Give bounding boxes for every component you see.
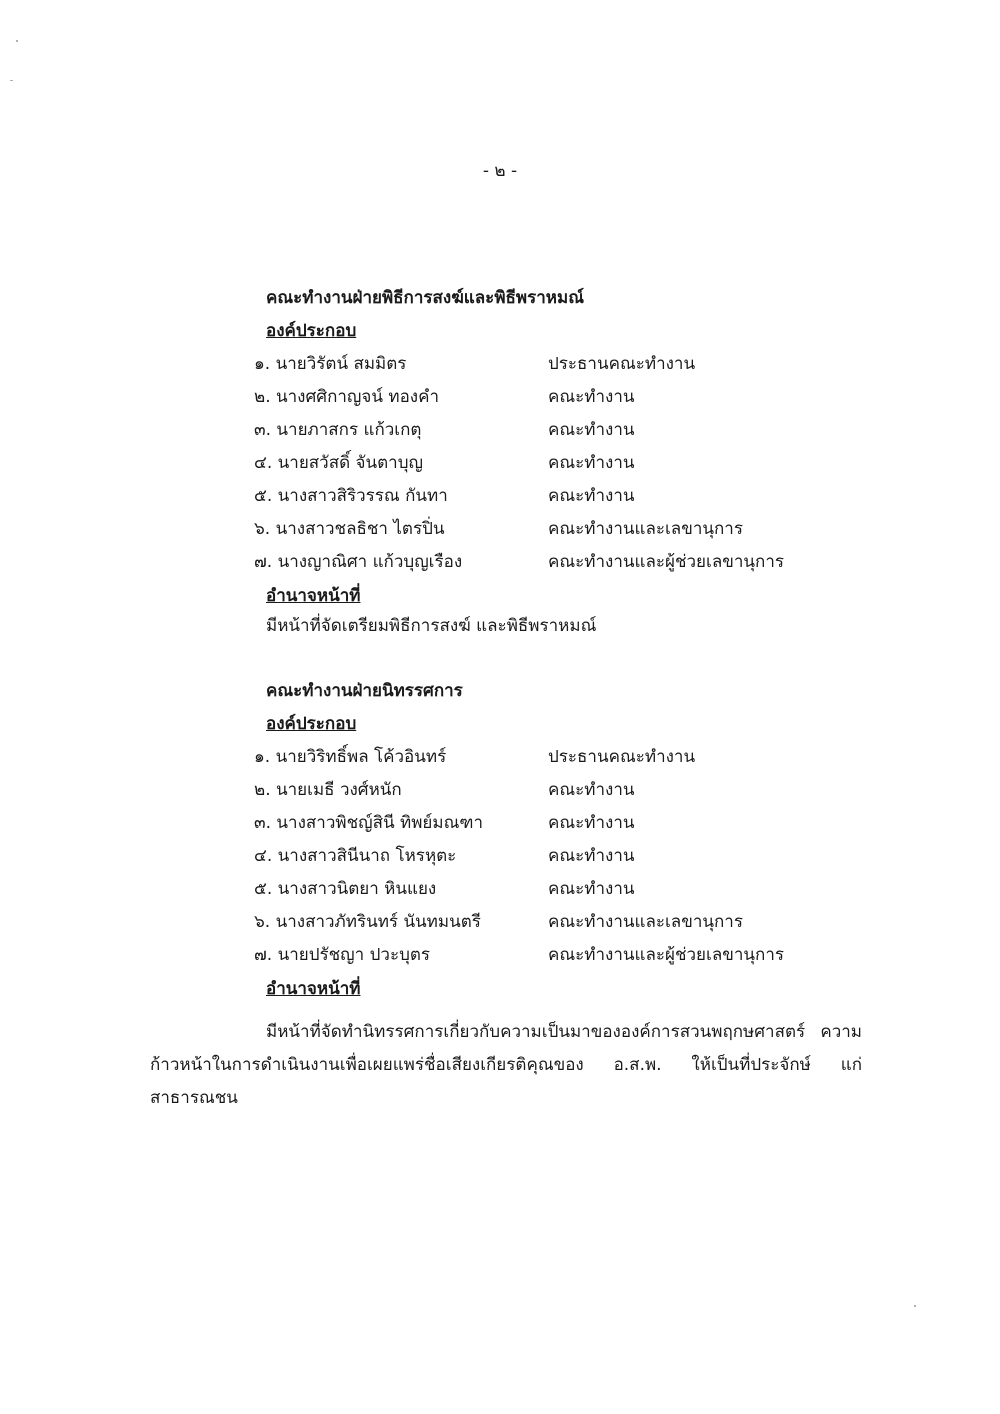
member-row bbox=[254, 741, 886, 774]
member-list bbox=[254, 741, 886, 972]
section-title: คณะทำงานฝ่ายนิทรรศการ bbox=[266, 681, 463, 701]
member-role: คณะทำงาน bbox=[548, 879, 635, 899]
member-name: ๓. นางสาวพิชญ์สินี ทิพย์มณฑา bbox=[254, 813, 484, 833]
member-name: ๗. นางญาณิศา แก้วบุญเรือง bbox=[254, 552, 463, 572]
page-number: - ๒ - bbox=[482, 161, 518, 181]
scan-speck bbox=[10, 80, 13, 81]
member-row bbox=[254, 348, 886, 381]
member-name: ๓. นายภาสกร แก้วเกตุ bbox=[254, 420, 422, 440]
member-name: ๖. นางสาวชลธิชา ไตรปิ่น bbox=[254, 519, 445, 539]
member-name: ๕. นางสาวสิริวรรณ กันทา bbox=[254, 486, 448, 506]
member-name: ๔. นายสวัสดิ์ จันตาบุญ bbox=[254, 453, 423, 473]
scan-speck bbox=[16, 40, 18, 42]
member-row bbox=[254, 480, 886, 513]
member-row bbox=[254, 873, 886, 906]
member-row bbox=[254, 840, 886, 873]
composition-label: องค์ประกอบ bbox=[266, 321, 357, 341]
duty-label: อำนาจหน้าที่ bbox=[266, 586, 361, 606]
member-role: คณะทำงาน bbox=[548, 780, 635, 800]
member-row bbox=[254, 906, 886, 939]
member-row bbox=[254, 939, 886, 972]
member-name: ๒. นายเมธี วงศ์หนัก bbox=[254, 780, 402, 800]
member-role: คณะทำงานและผู้ช่วยเลขานุการ bbox=[548, 945, 784, 965]
section-title: คณะทำงานฝ่ายพิธีการสงฆ์และพิธีพราหมณ์ bbox=[266, 288, 584, 308]
member-role: คณะทำงานและผู้ช่วยเลขานุการ bbox=[548, 552, 784, 572]
member-role: คณะทำงาน bbox=[548, 846, 635, 866]
member-role: คณะทำงาน bbox=[548, 486, 635, 506]
duty-text: มีหน้าที่จัดเตรียมพิธีการสงฆ์ และพิธีพราหมณ์ bbox=[266, 616, 597, 636]
member-row bbox=[254, 381, 886, 414]
duty-label: อำนาจหน้าที่ bbox=[266, 979, 361, 999]
scan-speck bbox=[914, 1305, 916, 1307]
member-name: ๒. นางศศิกาญจน์ ทองคำ bbox=[254, 387, 440, 407]
member-row bbox=[254, 447, 886, 480]
section-religious-ceremonies bbox=[254, 287, 886, 637]
member-role: คณะทำงานและเลขานุการ bbox=[548, 519, 743, 539]
member-list bbox=[254, 348, 886, 579]
member-row bbox=[254, 414, 886, 447]
member-name: ๗. นายปรัชญา ปวะบุตร bbox=[254, 945, 431, 965]
member-role: ประธานคณะทำงาน bbox=[548, 747, 696, 767]
member-role: คณะทำงาน bbox=[548, 813, 635, 833]
member-row bbox=[254, 807, 886, 840]
member-role: คณะทำงาน bbox=[548, 453, 635, 473]
member-row bbox=[254, 513, 886, 546]
member-name: ๑. นายวิริทธิ์พล โค้วอินทร์ bbox=[254, 747, 447, 767]
member-name: ๖. นางสาวภัทรินทร์ นันทมนตรี bbox=[254, 912, 481, 932]
member-name: ๑. นายวิรัตน์ สมมิตร bbox=[254, 354, 407, 374]
member-role: คณะทำงาน bbox=[548, 420, 635, 440]
member-role: คณะทำงาน bbox=[548, 387, 635, 407]
member-role: คณะทำงานและเลขานุการ bbox=[548, 912, 743, 932]
member-row bbox=[254, 546, 886, 579]
section-exhibition bbox=[254, 680, 886, 1000]
duty-paragraph: มีหน้าที่จัดทำนิทรรศการเกี่ยวกับความเป็นมาขององค์การสวนพฤกษศาสตร์ ความก้าวหน้าในการดำเนินงานเพื่อเผยแพร่ชื่อเสียงเกียรติคุณของ อ.ส.พ. ให้เป็นที่ประจักษ์ แก่สาธารณชน bbox=[150, 1022, 862, 1108]
member-role: ประธานคณะทำงาน bbox=[548, 354, 696, 374]
composition-label: องค์ประกอบ bbox=[266, 714, 357, 734]
member-row bbox=[254, 774, 886, 807]
member-name: ๕. นางสาวนิตยา หินแยง bbox=[254, 879, 437, 899]
member-name: ๔. นางสาวสินีนาถ โหรหุตะ bbox=[254, 846, 457, 866]
